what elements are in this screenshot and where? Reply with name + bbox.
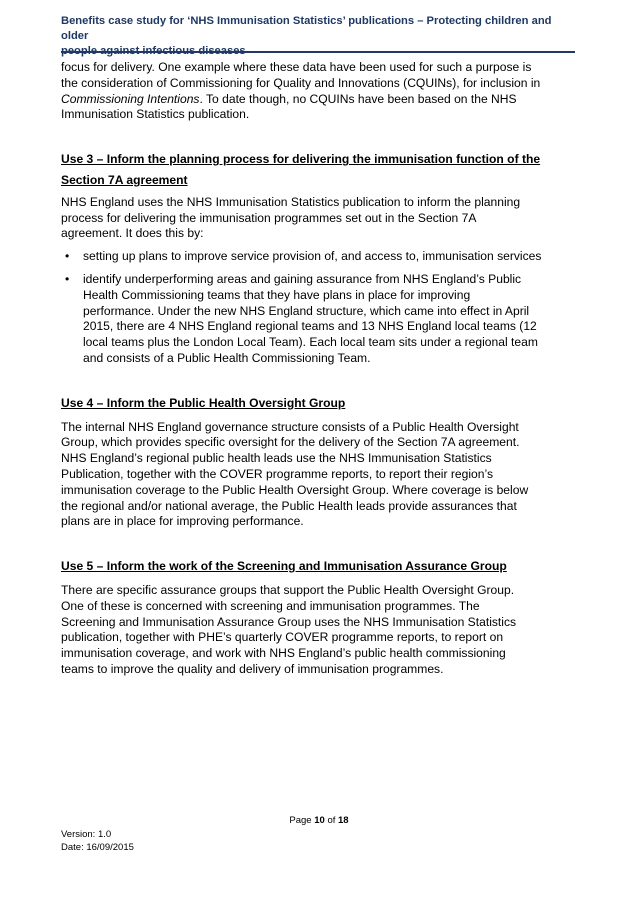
intro-line-1: focus for delivery. One example where these data have been used for such a purpose is — [61, 60, 532, 74]
bullet-2-line-5: local teams plus the London Local Team). Each local team sits under a regional team — [83, 335, 538, 350]
total-pages: 18 — [338, 815, 349, 826]
bullet-item — [61, 249, 581, 265]
use4-paragraph — [61, 420, 581, 531]
use5-heading: Use 5 – Inform the work of the Screening and Immunisation Assurance Group — [61, 559, 507, 574]
bullet-1-line-1: setting up plans to improve service provision of, and access to, immunisation services — [83, 249, 542, 264]
commissioning-intentions-italic: Commissioning Intentions — [61, 91, 200, 106]
intro-line-4: Immunisation Statistics publication. — [61, 107, 250, 122]
header-divider — [61, 51, 575, 53]
intro-line-3-rest: . To date though, no CQUINs have been based on the NHS — [199, 91, 517, 106]
intro-line-2: the consideration of Commissioning for Quality and Innovations (CQUINs), for inclusion in — [61, 75, 541, 90]
use4-line-7: plans are in place for improving performance. — [61, 514, 304, 529]
use5-line-6: teams to improve the quality and delivery of immunisation programmes. — [61, 661, 444, 676]
document-body — [61, 60, 581, 678]
header-title-line-1: Benefits case study for ‘NHS Immunisation Statistics’ publications – Protecting children and older — [61, 15, 552, 42]
bullet-item — [61, 272, 581, 367]
use4-line-1: The internal NHS England governance structure consists of a Public Health Oversight — [61, 419, 519, 434]
bullet-2-line-4: 2015, there are 4 NHS England regional teams and 13 NHS England local teams (12 — [83, 319, 537, 334]
current-page-number: 10 — [314, 815, 325, 826]
use5-line-5: immunisation coverage, and work with NHS England’s public health commissioning — [61, 646, 506, 661]
use4-line-4: Publication, together with the COVER programme reports, to report their region’s — [61, 466, 493, 481]
page-number-footer — [0, 815, 638, 826]
use5-line-3: Screening and Immunisation Assurance Group uses the NHS Immunisation Statistics — [61, 614, 517, 629]
intro-line-3 — [61, 92, 581, 108]
use4-line-5: immunisation coverage to the Public Health Oversight Group. Where coverage is below — [61, 482, 529, 497]
bullet-icon: • — [65, 249, 70, 264]
use5-paragraph — [61, 583, 581, 678]
use5-line-1: There are specific assurance groups that support the Public Health Oversight Group. — [61, 582, 515, 597]
bullet-2-line-3: performance. Under the new NHS England structure, which came into effect in April — [83, 303, 530, 318]
use4-line-6: the regional and/or national average, the Public Health leads provide assurances that — [61, 498, 517, 513]
use3-line-3: agreement. It does this by: — [61, 226, 204, 241]
use3-bullet-list — [61, 249, 581, 367]
page-word: Page — [289, 815, 312, 826]
use3-line-1: NHS England uses the NHS Immunisation Statistics publication to inform the planning — [61, 194, 521, 209]
bullet-2-line-6: and consists of a Public Health Commissioning Team. — [83, 350, 371, 365]
use4-line-3: NHS England’s regional public health leads use the NHS Immunisation Statistics — [61, 451, 492, 466]
use3-heading-line-2: Section 7A agreement — [61, 172, 188, 187]
version-label: Version: 1.0 — [61, 829, 112, 840]
use3-line-2: process for delivering the immunisation programmes set out in the Section 7A — [61, 210, 477, 225]
date-label: Date: 16/09/2015 — [61, 842, 134, 853]
of-word: of — [327, 815, 336, 826]
use3-heading-line-1: Use 3 – Inform the planning process for delivering the immunisation function of the — [61, 152, 541, 167]
bullet-2-line-2: Health Commissioning teams that they have plans in place for improving — [83, 287, 471, 302]
use4-line-2: Group, which provides specific oversight for the delivery of the Section 7A agreement. — [61, 435, 520, 450]
bullet-icon: • — [65, 271, 70, 286]
use5-line-4: publication, together with PHE’s quarterly COVER programme reports, to report on — [61, 630, 504, 645]
use4-heading: Use 4 – Inform the Public Health Oversight Group — [61, 395, 346, 410]
intro-paragraph — [61, 60, 581, 123]
use3-paragraph — [61, 195, 581, 242]
document-meta-footer — [61, 828, 134, 854]
bullet-2-line-1: identify underperforming areas and gaining assurance from NHS England’s Public — [83, 271, 522, 286]
use5-line-2: One of these is concerned with screening and immunisation programmes. The — [61, 598, 480, 613]
